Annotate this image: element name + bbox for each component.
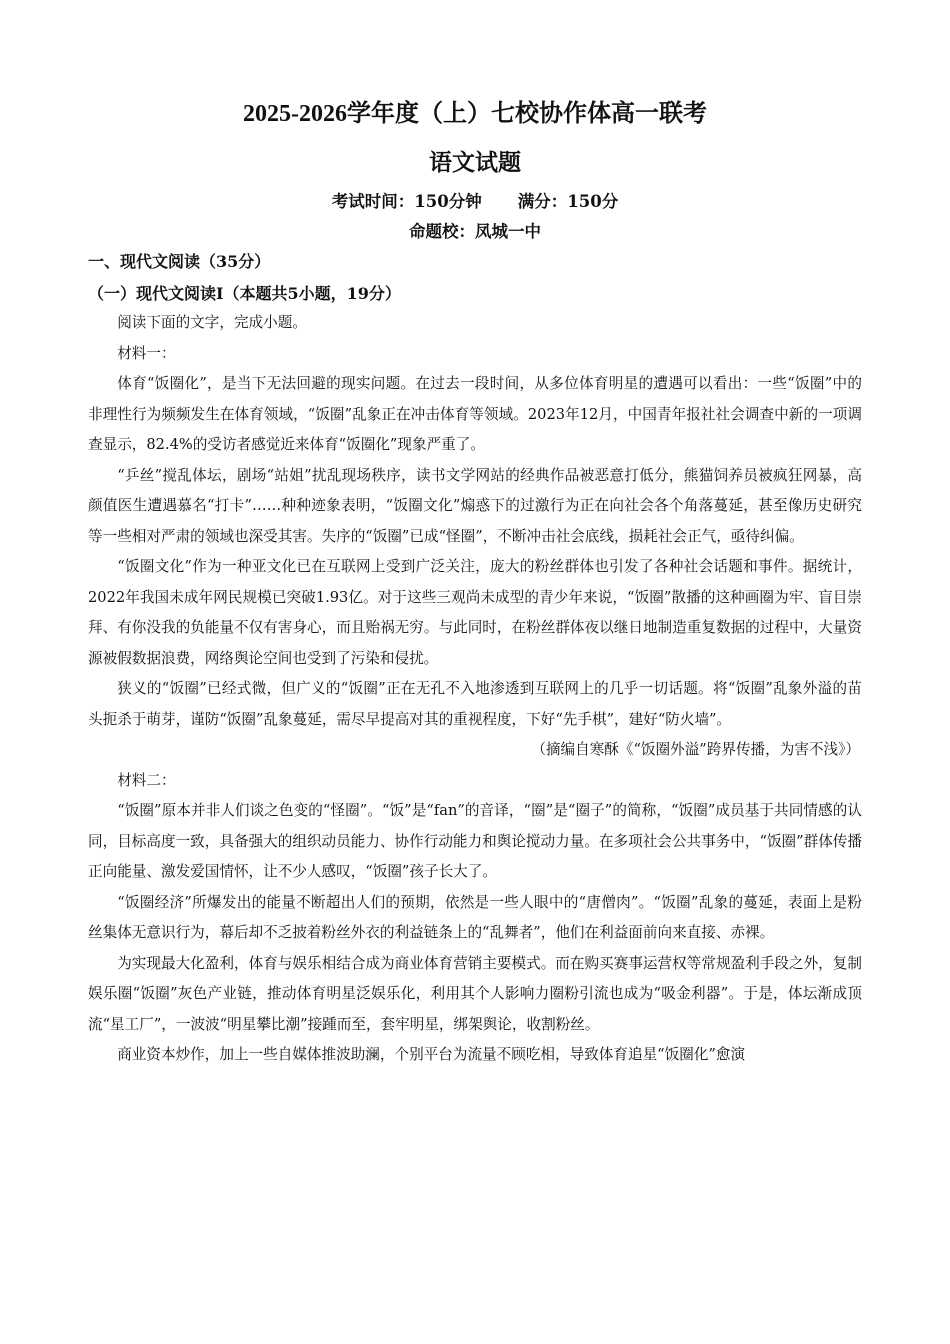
- material2-label: 材料二：: [117, 771, 176, 789]
- paragraph: “饭圈经济”所爆发出的能量不断超出人们的预期，依然是一些人眼中的“唐僧肉”。“饭圈”乱象的蔓延，表面上是粉丝集体无意识行为，幕后却不乏披着粉丝外衣的利益链条上的“乱舞者”，他们在利益面前向来直接、赤裸。: [88, 893, 862, 941]
- exam-meta: [88, 190, 862, 214]
- part-heading: 一、现代文阅读（35分）: [88, 252, 271, 271]
- paragraph: 商业资本炒作，加上一些自媒体推波助澜，个别平台为流量不顾吃相，导致体育追星“饭圈化”愈演: [117, 1046, 746, 1063]
- exam-subtitle: 语文试题: [429, 149, 521, 176]
- instruction: 阅读下面的文字，完成小题。: [117, 314, 307, 331]
- source-citation: （摘编自寒酥《“饭圈外溢”跨界传播，为害不浅》）: [531, 741, 860, 758]
- subsection-heading: （一）现代文阅读Ⅰ（本题共5小题，19分）: [88, 284, 401, 303]
- exam-title: 2025-2026学年度（上）七校协作体高一联考: [243, 101, 707, 127]
- paragraph: “饭圈”原本并非人们谈之色变的“怪圈”。“饭”是“fan”的音译，“圈”是“圈子”的简称，“饭圈”成员基于共同情感的认同，目标高度一致，具备强大的组织动员能力、协作行动能力和舆论搅动力量。在多项社会公共事务中，“饭圈”群体传播正向能量、激发爱国情怀，让不少人感叹，“饭圈”孩子长大了。: [88, 802, 862, 880]
- exam-time: 考试时间：150分钟: [331, 192, 482, 211]
- paragraph: 狭义的“饭圈”已经式微，但广义的“饭圈”正在无孔不入地渗透到互联网上的几乎一切话题。将“饭圈”乱象外溢的苗头扼杀于萌芽，谨防“饭圈”乱象蔓延，需尽早提高对其的重视程度，下好“先手棋”，建好“防火墙”。: [88, 680, 862, 728]
- full-score: 满分：150分: [517, 192, 619, 211]
- paragraph: 为实现最大化盈利，体育与娱乐相结合成为商业体育营销主要模式。而在购买赛事运营权等常规盈利手段之外，复制娱乐圈“饭圈”灰色产业链，推动体育明星泛娱乐化，利用其个人影响力圈粉引流也成为“吸金利器”。于是，体坛渐成顶流“星工厂”，一波波“明星攀比潮”接踵而至，套牢明星，绑架舆论，收割粉丝。: [88, 954, 862, 1033]
- reading-passage: [88, 308, 862, 1071]
- paragraph: 体育“饭圈化”，是当下无法回避的现实问题。在过去一段时间，从多位体育明星的遭遇可以看出：一些“饭圈”中的非理性行为频频发生在体育领域，“饭圈”乱象正在冲击体育等领域。2023年12月，中国青年报社社会调查中新的一项调查显示，82.4%的受访者感觉近来体育“饭圈化”现象严重了。: [88, 375, 862, 453]
- material1-label: 材料一：: [117, 344, 176, 362]
- paragraph: “乒丝”搅乱体坛，剧场“站姐”扰乱现场秩序，读书文学网站的经典作品被恶意打低分，熊猫饲养员被疯狂网暴，高颜值医生遭遇慕名“打卡”……种种迹象表明，“饭圈文化”煽惑下的过激行为正在向社会各个角落蔓延，甚至像历史研究等一些相对严肃的领域也深受其害。失序的“饭圈”已成“怪圈”，不断冲击社会底线，损耗社会正气，亟待纠偏。: [88, 466, 862, 545]
- setter-school: 命题校：凤城一中: [409, 222, 541, 241]
- paragraph: “饭圈文化”作为一种亚文化已在互联网上受到广泛关注，庞大的粉丝群体也引发了各种社会话题和事件。据统计，2022年我国未成年网民规模已突破1.93亿。对于这些三观尚未成型的青少年来说，“饭圈”散播的这种画圈为牢、盲目崇拜、有你没我的负能量不仅有害身心，而且贻祸无穷。与此同时，在粉丝群体夜以继日地制造重复数据的过程中，大量资源被假数据浪费，网络舆论空间也受到了污染和侵扰。: [88, 558, 862, 667]
